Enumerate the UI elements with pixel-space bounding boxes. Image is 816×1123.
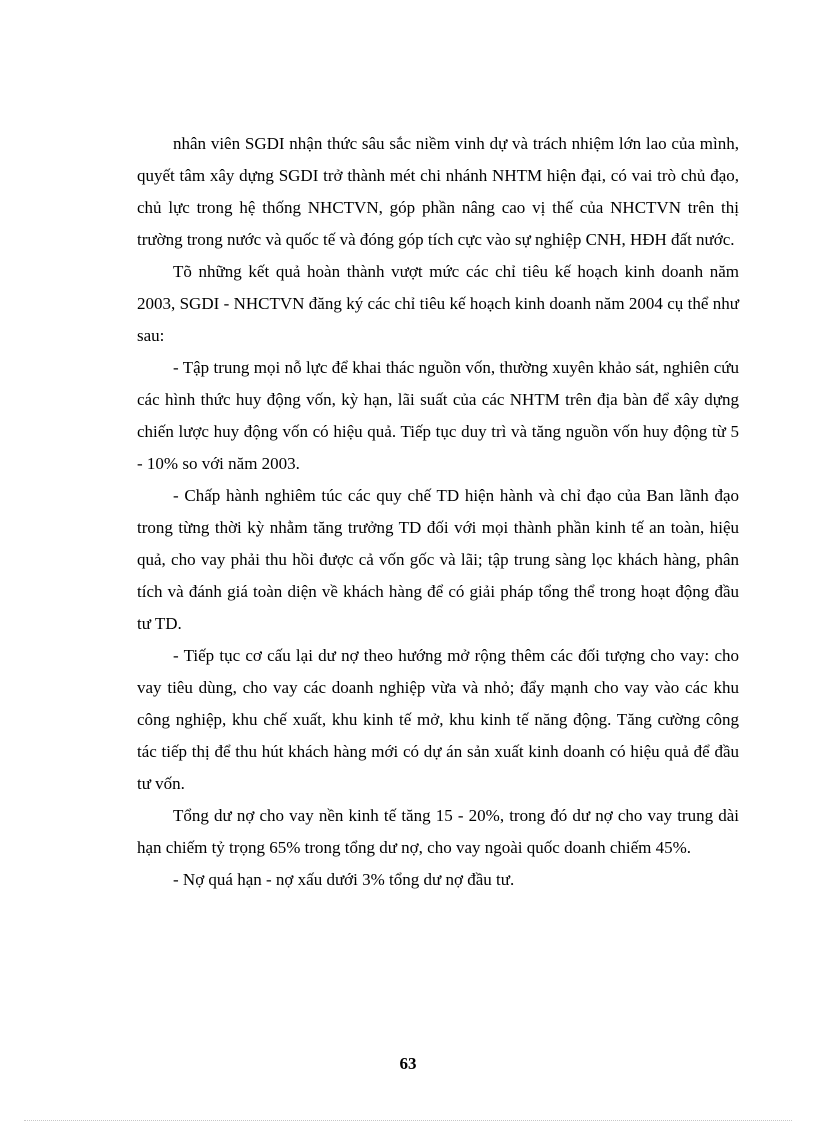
document-body xyxy=(137,128,739,896)
paragraph-bad-debt: - Nợ quá hạn - nợ xấu dưới 3% tổng dư nợ đầu tư. xyxy=(173,870,515,889)
page-number: 63 xyxy=(399,1054,417,1073)
paragraph-loan-restructuring: - Tiếp tục cơ cấu lại dư nợ theo hướng mở rộng thêm các đối tượng cho vay: cho vay tiêu dùng, cho vay các doanh nghiệp vừa và nhỏ; đẩy mạnh cho vay vào các khu công nghiệp, khu chế xuất, khu kinh tế mở, khu kinh tế năng động. Tăng cường công tác tiếp thị để thu hút khách hàng mới có dự án sản xuất kinh doanh có hiệu quả để đầu tư vốn. xyxy=(137,646,739,793)
paragraph-2004-targets-intro: Tõ những kết quả hoàn thành vượt mức các chỉ tiêu kế hoạch kinh doanh năm 2003, SGDI - NHCTVN đăng ký các chỉ tiêu kế hoạch kinh doanh năm 2004 cụ thể như sau: xyxy=(137,262,739,345)
paragraph-credit-regulations: - Chấp hành nghiêm túc các quy chế TD hiện hành và chỉ đạo của Ban lãnh đạo trong từng thời kỳ nhằm tăng trưởng TD đối với mọi thành phần kinh tế an toàn, hiệu quả, cho vay phải thu hồi được cả vốn gốc và lãi; tập trung sàng lọc khách hàng, phân tích và đánh giá toàn diện về khách hàng để có giải pháp tổng thể trong hoạt động đầu tư TD. xyxy=(137,486,739,633)
page-bottom-divider xyxy=(24,1120,792,1121)
paragraph-capital-mobilization: - Tập trung mọi nỗ lực để khai thác nguồn vốn, thường xuyên khảo sát, nghiên cứu các hình thức huy động vốn, kỳ hạn, lãi suất của các NHTM trên địa bàn để xây dựng chiến lược huy động vốn có hiệu quả. Tiếp tục duy trì và tăng nguồn vốn huy động từ 5 - 10% so với năm 2003. xyxy=(137,358,739,473)
paragraph-outstanding-loans: Tổng dư nợ cho vay nền kinh tế tăng 15 - 20%, trong đó dư nợ cho vay trung dài hạn chiếm tỷ trọng 65% trong tổng dư nợ, cho vay ngoài quốc doanh chiếm 45%. xyxy=(137,806,739,857)
paragraph-staff-commitment: nhân viên SGDI nhận thức sâu sắc niềm vinh dự và trách nhiệm lớn lao của mình, quyết tâm xây dựng SGDI trở thành mét chi nhánh NHTM hiện đại, có vai trò chủ đạo, chủ lực trong hệ thống NHCTVN, góp phần nâng cao vị thế của NHCTVN trên thị trường trong nước và quốc tế và đóng góp tích cực vào sự nghiệp CNH, HĐH đất nước. xyxy=(137,134,739,249)
